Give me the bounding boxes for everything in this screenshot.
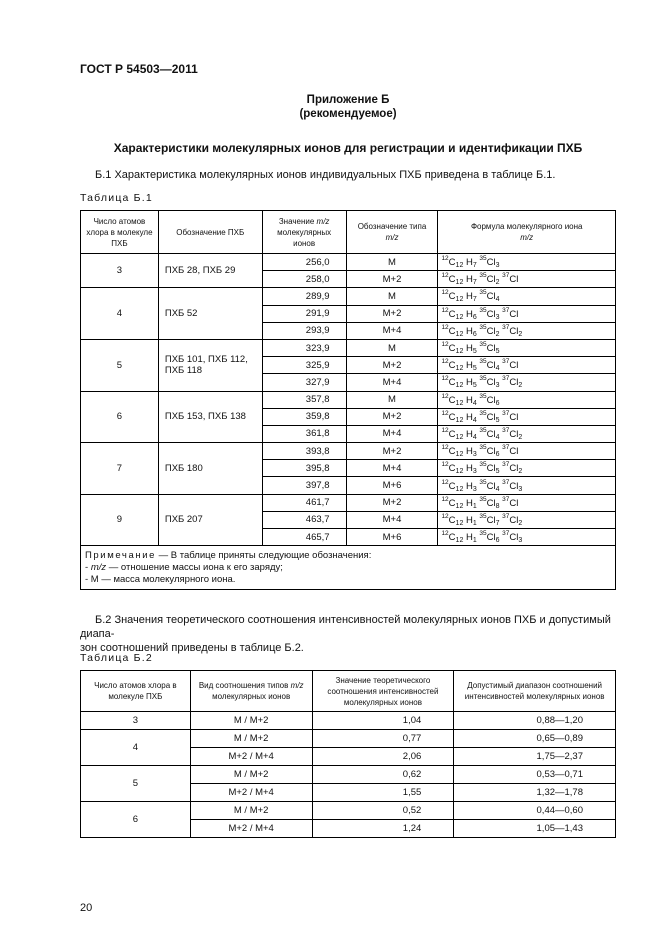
page-number: 20 xyxy=(80,902,93,914)
ion-formula: $^{12}C_{12}$ $H_3$ $^{35}Cl_5$ $^{37}Cl_2$ xyxy=(438,460,616,477)
table2-header-range: Допустимый диапазон соотношений интенсивностей молекулярных ионов xyxy=(454,671,616,712)
mz-value: 461,7 xyxy=(262,494,346,511)
mz-value: 393,8 xyxy=(262,443,346,460)
mz-value: 291,9 xyxy=(262,305,346,322)
mz-type: M+4 xyxy=(346,425,438,442)
table-row xyxy=(81,766,616,784)
mz-value: 325,9 xyxy=(262,357,346,374)
mz-value: 361,8 xyxy=(262,425,346,442)
ion-formula: $^{12}C_{12}$ $H_5$ $^{35}Cl_3$ $^{37}Cl_2$ xyxy=(438,374,616,391)
pcb-name: ПХБ 28, ПХБ 29 xyxy=(158,254,262,288)
mz-value: 357,8 xyxy=(262,391,346,408)
mz-value: 256,0 xyxy=(262,254,346,271)
mz-type: M+2 xyxy=(346,305,438,322)
document-code: ГОСТ Р 54503—2011 xyxy=(80,62,198,76)
chlorine-count: 7 xyxy=(81,443,159,495)
ratio-type: М+2 / М+4 xyxy=(190,784,312,802)
table-b1 xyxy=(80,210,616,590)
ratio-type: М+2 / М+4 xyxy=(190,820,312,838)
mz-type: M+2 xyxy=(346,443,438,460)
theoretical-value: 2,06 xyxy=(312,748,454,766)
ion-formula: $^{12}C_{12}$ $H_4$ $^{35}Cl_5$ $^{37}$Cl xyxy=(438,408,616,425)
chlorine-count: 5 xyxy=(81,766,191,802)
theoretical-value: 1,24 xyxy=(312,820,454,838)
ion-formula: $^{12}C_{12}$ $H_3$ $^{35}Cl_6$ $^{37}$Cl xyxy=(438,443,616,460)
table2-header-ratio: Вид соотношения типов m/z молекулярных ионов xyxy=(190,671,312,712)
table1-header-chlorine: Число атомов хлора в молекуле ПХБ xyxy=(81,211,159,254)
chlorine-count: 3 xyxy=(81,254,159,288)
mz-type: M xyxy=(346,391,438,408)
allowed-range: 0,88—1,20 xyxy=(454,712,616,730)
mz-value: 359,8 xyxy=(262,408,346,425)
ion-formula: $^{12}C_{12}$ $H_7$ $^{35}Cl_3$ xyxy=(438,254,616,271)
chlorine-count: 3 xyxy=(81,712,191,730)
mz-type: M+2 xyxy=(346,271,438,288)
note-line3: - М — масса молекулярного иона. xyxy=(85,574,236,586)
table1-note-row xyxy=(81,546,616,590)
chlorine-count: 4 xyxy=(81,288,159,340)
ion-formula: $^{12}C_{12}$ $H_4$ $^{35}Cl_4$ $^{37}Cl_2$ xyxy=(438,425,616,442)
table-row xyxy=(81,339,616,356)
mz-type: M xyxy=(346,288,438,305)
pcb-name: ПХБ 180 xyxy=(158,443,262,495)
ion-formula: $^{12}C_{12}$ $H_7$ $^{35}Cl_4$ xyxy=(438,288,616,305)
ion-formula: $^{12}C_{12}$ $H_5$ $^{35}Cl_5$ xyxy=(438,339,616,356)
mz-type: M+4 xyxy=(346,374,438,391)
table2-header-theoretical: Значение теоретического соотношения интенсивностей молекулярных ионов xyxy=(312,671,454,712)
note-line2: — отношение массы иона к его заряду; xyxy=(106,562,283,574)
ratio-type: М / М+2 xyxy=(190,730,312,748)
allowed-range: 1,75—2,37 xyxy=(454,748,616,766)
table1-header-mz-value: Значение m/z молекулярных ионов xyxy=(262,211,346,254)
mz-value: 397,8 xyxy=(262,477,346,494)
appendix-title: Приложение Б xyxy=(306,94,390,106)
paragraph-b1 xyxy=(80,168,616,182)
table2-header-chlorine: Число атомов хлора в молекуле ПХБ xyxy=(81,671,191,712)
allowed-range: 0,44—0,60 xyxy=(454,802,616,820)
theoretical-value: 0,77 xyxy=(312,730,454,748)
table1-header-pcb: Обозначение ПХБ xyxy=(158,211,262,254)
note-label: Примечание xyxy=(85,550,156,562)
paragraph-b2 xyxy=(80,613,616,655)
mz-value: 289,9 xyxy=(262,288,346,305)
note-text: — В таблице приняты следующие обозначения: xyxy=(156,550,372,562)
ion-formula: $^{12}C_{12}$ $H_1$ $^{35}Cl_8$ $^{37}$Cl xyxy=(438,494,616,511)
theoretical-value: 1,55 xyxy=(312,784,454,802)
theoretical-value: 0,62 xyxy=(312,766,454,784)
mz-type: M+4 xyxy=(346,460,438,477)
ion-formula: $^{12}C_{12}$ $H_3$ $^{35}Cl_4$ $^{37}Cl_3$ xyxy=(438,477,616,494)
paragraph-b2-line2: зон соотношений приведены в таблице Б.2. xyxy=(80,642,304,654)
mz-type: M+2 xyxy=(346,408,438,425)
table1-note: Примечание — В таблице приняты следующие обозначения: - m/z — отношение массы иона к его заряду; - М — масса молекулярного иона. xyxy=(81,546,616,590)
ion-formula: $^{12}C_{12}$ $H_6$ $^{35}Cl_2$ $^{37}Cl_2$ xyxy=(438,322,616,339)
ion-formula: $^{12}C_{12}$ $H_1$ $^{35}Cl_7$ $^{37}Cl_2$ xyxy=(438,511,616,528)
mz-type: M+2 xyxy=(346,357,438,374)
mz-value: 395,8 xyxy=(262,460,346,477)
mz-type: M+2 xyxy=(346,494,438,511)
allowed-range: 1,05—1,43 xyxy=(454,820,616,838)
table-row xyxy=(81,391,616,408)
table-row xyxy=(81,288,616,305)
table1-header-row xyxy=(81,211,616,254)
ion-formula: $^{12}C_{12}$ $H_4$ $^{35}Cl_6$ xyxy=(438,391,616,408)
table-row xyxy=(81,712,616,730)
chlorine-count: 6 xyxy=(81,391,159,443)
chlorine-count: 6 xyxy=(81,802,191,838)
mz-type: M+4 xyxy=(346,511,438,528)
table-b2 xyxy=(80,670,616,838)
theoretical-value: 1,04 xyxy=(312,712,454,730)
note-mz: m/z xyxy=(90,562,107,574)
table-row xyxy=(81,802,616,820)
paragraph-b2-line1: Б.2 Значения теоретического соотношения интенсивностей молекулярных ионов ПХБ и допустимый диапа- xyxy=(80,614,611,640)
chlorine-count: 5 xyxy=(81,339,159,391)
ratio-type: М / М+2 xyxy=(190,766,312,784)
mz-value: 463,7 xyxy=(262,511,346,528)
table1-header-type: Обозначение типа m/z xyxy=(346,211,438,254)
pcb-name: ПХБ 52 xyxy=(158,288,262,340)
ion-formula: $^{12}C_{12}$ $H_6$ $^{35}Cl_3$ $^{37}$Cl xyxy=(438,305,616,322)
chlorine-count: 4 xyxy=(81,730,191,766)
mz-value: 258,0 xyxy=(262,271,346,288)
mz-type: M xyxy=(346,339,438,356)
mz-type: M+6 xyxy=(346,529,438,546)
table-row xyxy=(81,494,616,511)
ion-formula: $^{12}C_{12}$ $H_5$ $^{35}Cl_4$ $^{37}$Cl xyxy=(438,357,616,374)
table-row xyxy=(81,730,616,748)
allowed-range: 1,32—1,78 xyxy=(454,784,616,802)
ion-formula: $^{12}C_{12}$ $H_7$ $^{35}Cl_2$ $^{37}$Cl xyxy=(438,271,616,288)
table1-caption: Таблица Б.1 xyxy=(80,192,153,204)
table2-header-row xyxy=(81,671,616,712)
mz-type: M xyxy=(346,254,438,271)
allowed-range: 0,65—0,89 xyxy=(454,730,616,748)
mz-type: M+4 xyxy=(346,322,438,339)
paragraph-b1-text: Б.1 Характеристика молекулярных ионов индивидуальных ПХБ приведена в таблице Б.1. xyxy=(95,169,556,181)
mz-value: 323,9 xyxy=(262,339,346,356)
pcb-name: ПХБ 153, ПХБ 138 xyxy=(158,391,262,443)
appendix-status: (рекомендуемое) xyxy=(299,108,397,120)
ion-formula: $^{12}C_{12}$ $H_1$ $^{35}Cl_6$ $^{37}Cl_3$ xyxy=(438,529,616,546)
chlorine-count: 9 xyxy=(81,494,159,546)
mz-value: 327,9 xyxy=(262,374,346,391)
table-row xyxy=(81,443,616,460)
table2-caption: Таблица Б.2 xyxy=(80,652,153,664)
mz-value: 293,9 xyxy=(262,322,346,339)
allowed-range: 0,53—0,71 xyxy=(454,766,616,784)
ratio-type: М / М+2 xyxy=(190,802,312,820)
pcb-name: ПХБ 207 xyxy=(158,494,262,546)
table1-header-formula: Формула молекулярного иона m/z xyxy=(438,211,616,254)
pcb-name: ПХБ 101, ПХБ 112, ПХБ 118 xyxy=(158,339,262,391)
ratio-type: М / М+2 xyxy=(190,712,312,730)
table-row xyxy=(81,254,616,271)
mz-type: M+6 xyxy=(346,477,438,494)
section-title: Характеристики молекулярных ионов для регистрации и идентификации ПХБ xyxy=(113,141,583,155)
theoretical-value: 0,52 xyxy=(312,802,454,820)
ratio-type: М+2 / М+4 xyxy=(190,748,312,766)
mz-value: 465,7 xyxy=(262,529,346,546)
